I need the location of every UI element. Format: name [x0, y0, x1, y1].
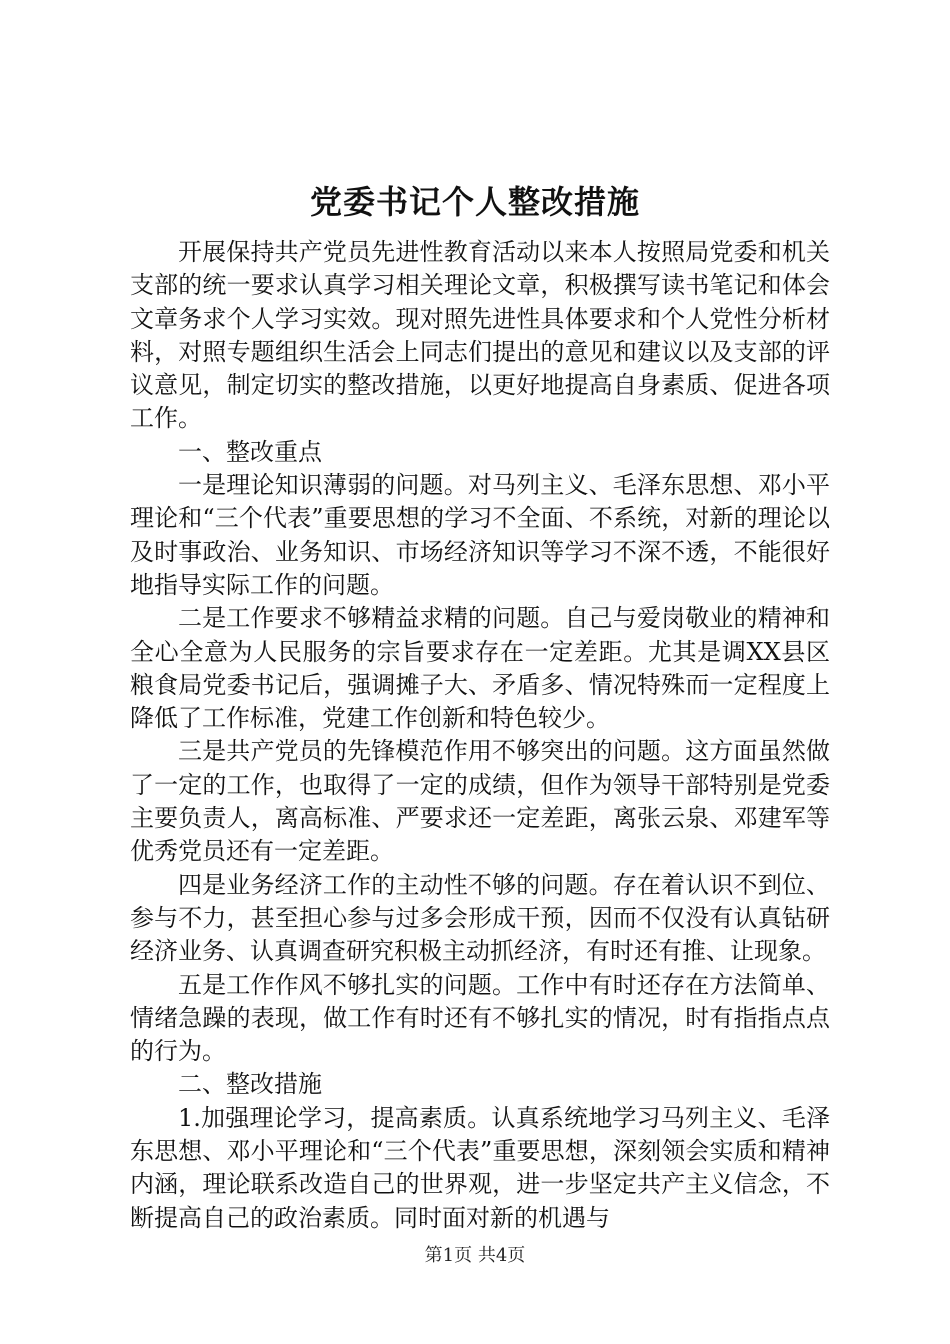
document-title: 党委书记个人整改措施 [309, 183, 640, 221]
document-body [130, 236, 830, 1235]
focus-item-4: 四是业务经济工作的主动性不够的问题。存在着认识不到位、参与不力，甚至担心参与过多会形成干预，因而不仅没有认真钻研经济业务、认真调查研究积极主动抓经济，有时还有推、让现象。 [130, 870, 830, 966]
page-number-footer: 第1页 共4页 [424, 1245, 526, 1266]
measure-item-1: 1.加强理论学习，提高素质。认真系统地学习马列主义、毛泽东思想、邓小平理论和“三个代表”重要思想，深刻领会实质和精神内涵，理论联系改造自己的世界观，进一步坚定共产主义信念，不断提高自己的政治素质。同时面对新的机遇与 [130, 1103, 830, 1232]
focus-item-5: 五是工作作风不够扎实的问题。工作中有时还存在方法简单、情绪急躁的表现，做工作有时还有不够扎实的情况，时有指指点点的行为。 [130, 970, 830, 1066]
focus-item-2: 二是工作要求不够精益求精的问题。自己与爱岗敬业的精神和全心全意为人民服务的宗旨要求存在一定差距。尤其是调XX县区粮食局党委书记后，强调摊子大、矛盾多、情况特殊而一定程度上降低了工作标准，党建工作创新和特色较少。 [130, 604, 830, 733]
intro-paragraph: 开展保持共产党员先进性教育活动以来本人按照局党委和机关支部的统一要求认真学习相关理论文章，积极撰写读书笔记和体会文章务求个人学习实效。现对照先进性具体要求和个人党性分析材料，对照专题组织生活会上同志们提出的意见和建议以及支部的评议意见，制定切实的整改措施，以更好地提高自身素质、促进各项工作。 [130, 238, 830, 433]
focus-item-1: 一是理论知识薄弱的问题。对马列主义、毛泽东思想、邓小平理论和“三个代表”重要思想的学习不全面、不系统，对新的理论以及时事政治、业务知识、市场经济知识等学习不深不透，不能很好地指导实际工作的问题。 [130, 471, 830, 599]
focus-item-3: 三是共产党员的先锋模范作用不够突出的问题。这方面虽然做了一定的工作，也取得了一定的成绩，但作为领导干部特别是党委主要负责人，离高标准、严要求还一定差距，离张云泉、邓建军等优秀党员还有一定差距。 [130, 737, 830, 866]
section-heading-rectification-focus: 一、整改重点 [178, 437, 322, 466]
section-heading-rectification-measures: 二、整改措施 [178, 1070, 322, 1099]
